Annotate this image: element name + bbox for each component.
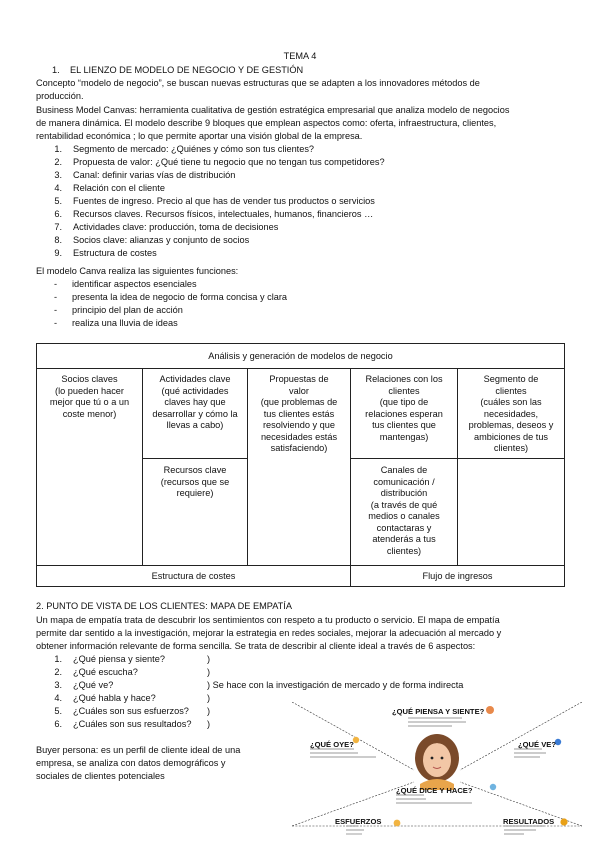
functions-list [36, 278, 287, 330]
list-item: 2. ¿Qué escucha? [54, 667, 138, 677]
bracket: ) [207, 667, 211, 677]
section1-heading [52, 64, 303, 77]
map-notes [292, 702, 582, 848]
map-label-oye: ¿QUÉ OYE? [310, 740, 354, 749]
buyer-line-1: Buyer persona: es un perfil de cliente ideal de una [36, 745, 241, 755]
bmc-line-3: rentabilidad económica ; lo que permite aportar una visión global de la empresa. [36, 131, 363, 141]
cell-recursos-clave: Recursos clave (recursos que se requiere) [143, 459, 248, 565]
bracket: ) [207, 719, 211, 729]
map-label-esfuerzos: ESFUERZOS [335, 817, 382, 826]
list-item: 1. ¿Qué piensa y siente? [54, 654, 165, 664]
cell-propuestas-valor: Propuestas de valor (que problemas de tus clientes estás resolviendo y que necesidades estás satisfaciendo) [248, 369, 351, 565]
empathy-map [292, 702, 582, 848]
table-header: Análisis y generación de modelos de negocio [37, 344, 564, 369]
concept-line-2: producción. [36, 91, 84, 101]
list-item: 3. Canal: definir varias vías de distribución [54, 170, 236, 180]
list-item: 6. Recursos claves. Recursos físicos, intelectuales, humanos, financieros … [54, 209, 374, 219]
bracket: ) [207, 654, 211, 664]
section1-title: EL LIENZO DE MODELO DE NEGOCIO Y DE GESTIÓN [70, 65, 304, 75]
buyer-line-2: empresa, se analiza con datos demográficos y [36, 758, 226, 768]
list-item: 7. Actividades clave: producción, toma de decisiones [54, 222, 279, 232]
list-item: 3. ¿Qué ve? [54, 680, 114, 690]
list-item: 1. Segmento de mercado: ¿Quiénes y cómo son tus clientes? [54, 144, 315, 154]
section1-number: 1. [52, 65, 60, 75]
empathy-line-2: permite dar sentido a la investigación, mejorar la estrategia en redes sociales, mejorar la adecuación al mercado y [36, 628, 502, 638]
blocks-list [36, 143, 385, 260]
map-label-ve: ¿QUÉ VE? [518, 740, 556, 749]
empathy-questions-list [36, 653, 191, 731]
cell-relaciones-clientes: Relaciones con los clientes (que tipo de relaciones esperan tus clientes que mantengas) [351, 369, 458, 459]
list-item: 6. ¿Cuáles son sus resultados? [54, 719, 192, 729]
empathy-line-1: Un mapa de empatía trata de descubrir los sentimientos con respeto a tu producto o servicio. El mapa de empatía [36, 615, 500, 625]
list-item: 2. Propuesta de valor: ¿Qué tiene tu negocio que no tengan tus competidores? [54, 157, 385, 167]
list-item: - presenta la idea de negocio de forma concisa y clara [54, 292, 288, 302]
list-item: 4. ¿Qué habla y hace? [54, 693, 156, 703]
bracket-note: ) Se hace con la investigación de mercado y de forma indirecta [207, 680, 464, 690]
bmc-line-2: de manera dinámica. El modelo describe 9 bloques que emplean aspectos como: oferta, infraestructura, clientes, [36, 118, 497, 128]
map-label-dice: ¿QUÉ DICE Y HACE? [396, 786, 473, 795]
doc-title: TEMA 4 [283, 51, 317, 61]
list-item: 5. Fuentes de ingreso. Precio al que has de vender tus productos o servicios [54, 196, 375, 206]
cell-actividades-clave: Actividades clave (qué actividades claves hay que desarrollar y cómo la llevas a cabo) [143, 369, 248, 459]
map-label-resultados: RESULTADOS [503, 817, 555, 826]
list-item: 9. Estructura de costes [54, 248, 157, 258]
bracket: ) [207, 693, 211, 703]
cell-socios-clave: Socios claves (lo pueden hacer mejor que tú o a un coste menor) [37, 369, 143, 565]
business-model-canvas-table [36, 343, 565, 587]
list-item: 8. Socios clave: alianzas y conjunto de socios [54, 235, 250, 245]
cell-canales: Canales de comunicación / distribución (a través de qué medios o canales contactaras y atenderás a tus clientes) [351, 459, 458, 565]
list-item: - principio del plan de acción [54, 305, 183, 315]
section2-heading: 2. PUNTO DE VISTA DE LOS CLIENTES: MAPA DE EMPATÍA [36, 601, 292, 611]
cell-empty [458, 459, 564, 565]
bmc-line-1: Business Model Canvas: herramienta cualitativa de gestión estratégica empresarial que analiza modelo de negocios [36, 105, 510, 115]
bracket: ) [207, 706, 211, 716]
list-item: 4. Relación con el cliente [54, 183, 165, 193]
concept-line-1: Concepto “modelo de negocio”, se buscan nuevas estructuras que se adapten a los innovadores métodos de [36, 78, 480, 88]
buyer-line-3: sociales de clientes potenciales [36, 771, 165, 781]
list-item: 5. ¿Cuáles son sus esfuerzos? [54, 706, 189, 716]
empathy-line-3: obtener información relevante de forma sencilla. Se trata de describir al cliente ideal a través de 6 aspectos: [36, 641, 476, 651]
cell-flujo-ingresos: Flujo de ingresos [351, 565, 564, 586]
list-item: - realiza una lluvia de ideas [54, 318, 178, 328]
list-item: - identificar aspectos esenciales [54, 279, 197, 289]
functions-intro: El modelo Canva realiza las siguientes funciones: [36, 266, 239, 276]
cell-segmento-clientes: Segmento de clientes (cuáles son las necesidades, problemas, deseos y ambiciones de tus clientes) [458, 369, 564, 459]
map-label-piensa: ¿QUÉ PIENSA Y SIENTE? [392, 707, 485, 716]
cell-estructura-costes: Estructura de costes [37, 565, 351, 586]
